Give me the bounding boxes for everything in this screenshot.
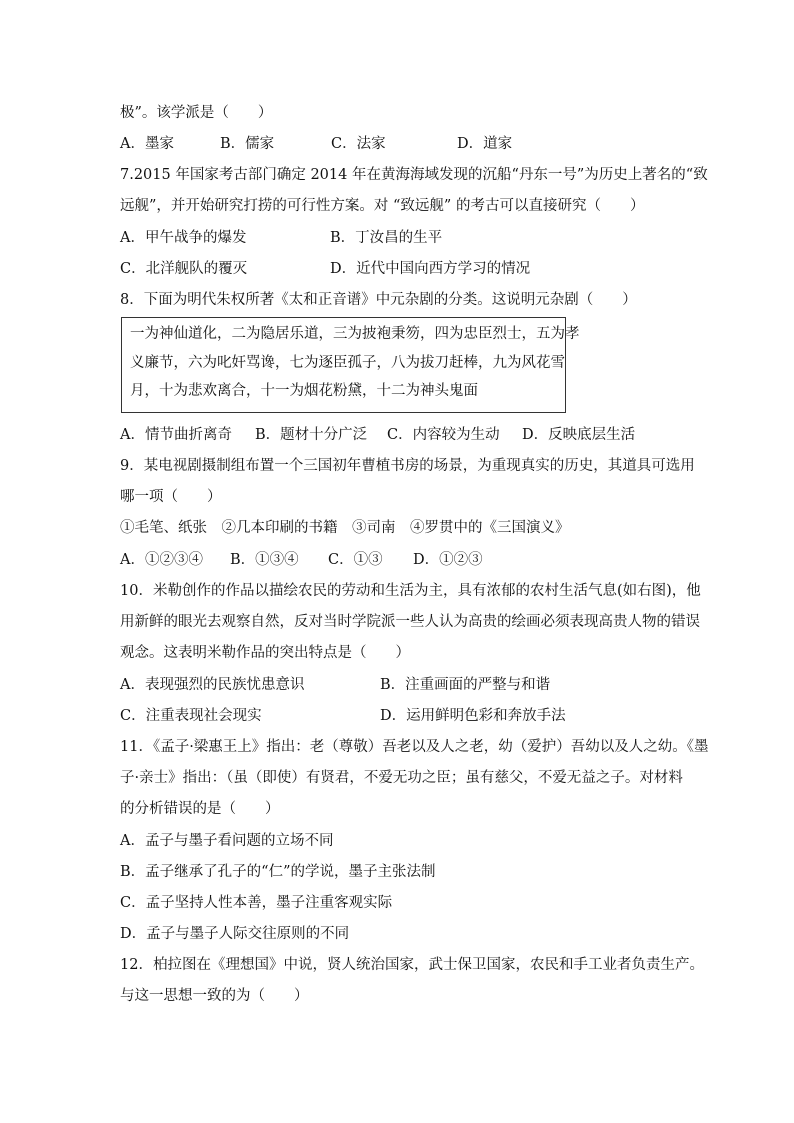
q11-option-d: D．孟子与墨子人际交往原则的不同 <box>120 926 350 942</box>
q8-option-b: B．题材十分广泛 <box>255 427 368 443</box>
q11-option-a: A．孟子与墨子看问题的立场不同 <box>120 833 334 849</box>
q11-option-c: C．孟子坚持人性本善，墨子注重客观实际 <box>120 895 393 911</box>
q6-option-a: A．墨家 <box>120 136 174 152</box>
q10-stem-line-3: 观念。这表明米勒作品的突出特点是（ ） <box>120 645 410 661</box>
q9-stem-line-1: 9．某电视剧摄制组布置一个三国初年曹植书房的场景，为重现真实的历史，其道具可选用 <box>120 458 695 474</box>
q9-option-c: C．①③ <box>328 552 383 568</box>
q9-option-a: A．①②③④ <box>120 552 203 568</box>
q10-option-b: B．注重画面的严整与和谐 <box>380 677 551 693</box>
q11-stem-line-2: 子·亲士》指出：（虽（即使）有贤君，不爱无功之臣；虽有慈父，不爱无益之子。对材料 <box>120 770 683 786</box>
q10-option-d: D．运用鲜明色彩和奔放手法 <box>380 708 566 724</box>
q7-stem-line-1: 7.2015 年国家考古部门确定 2014 年在黄海海域发现的沉船“丹东一号”为历史上著名的“致 <box>120 167 708 183</box>
q10-option-c: C．注重表现社会现实 <box>120 708 262 724</box>
q7-option-b: B．丁汝昌的生平 <box>330 230 443 246</box>
q10-stem-line-1: 10．米勒创作的作品以描绘农民的劳动和生活为主，具有浓郁的农村生活气息(如右图)，他 <box>120 583 701 599</box>
q10-stem-line-2: 用新鲜的眼光去观察自然，反对当时学院派一些人认为高贵的绘画必须表现高贵人物的错误 <box>120 614 700 630</box>
q8-stem: 8．下面为明代朱权所著《太和正音谱》中元杂剧的分类。这说明元杂剧（ ） <box>120 292 637 308</box>
q6-option-d: D．道家 <box>457 136 513 152</box>
q10-option-a: A．表现强烈的民族忧患意识 <box>120 677 305 693</box>
q9-option-b: B．①③④ <box>230 552 299 568</box>
q8-option-d: D．反映底层生活 <box>522 427 636 443</box>
q8-material-line-1: 一为神仙道化，二为隐居乐道，三为披袍秉笏，四为忠臣烈士，五为孝 <box>130 326 580 342</box>
q8-option-c: C．内容较为生动 <box>387 427 500 443</box>
q12-stem-line-1: 12．柏拉图在《理想国》中说，贤人统治国家，武士保卫国家，农民和手工业者负责生产。 <box>120 957 704 973</box>
q9-items: ①毛笔、纸张 ②几本印刷的书籍 ③司南 ④罗贯中的《三国演义》 <box>120 520 570 536</box>
q9-stem-line-2: 哪一项（ ） <box>120 489 222 505</box>
q7-stem-line-2: 远舰”，并开始研究打捞的可行性方案。对 “致远舰” 的考古可以直接研究（ ） <box>120 198 645 214</box>
q7-option-a: A．甲午战争的爆发 <box>120 230 247 246</box>
q8-material-line-3: 月，十为悲欢离合，十一为烟花粉黛，十二为神头鬼面 <box>130 383 478 399</box>
q7-option-d: D．近代中国向西方学习的情况 <box>330 261 531 277</box>
q6-tail: 极”。该学派是（ ） <box>120 105 273 121</box>
q6-option-c: C．法家 <box>331 136 386 152</box>
q11-stem-line-3: 的分析错误的是（ ） <box>120 801 280 817</box>
q9-option-d: D．①②③ <box>413 552 483 568</box>
q8-material-box <box>121 317 580 413</box>
q8-material-line-2: 义廉节，六为叱奸骂谗，七为逐臣孤子，八为拔刀赶棒，九为风花雪 <box>130 355 565 371</box>
q11-option-b: B．孟子继承了孔子的“仁”的学说，墨子主张法制 <box>120 864 436 880</box>
q12-stem-line-2: 与这一思想一致的为（ ） <box>120 988 309 1004</box>
q11-stem-line-1: 11．《孟子·梁惠王上》指出：老（尊敬）吾老以及人之老，幼（爱护）吾幼以及人之幼。《墨 <box>120 739 709 755</box>
q8-option-a: A．情节曲折离奇 <box>120 427 232 443</box>
q7-option-c: C．北洋舰队的覆灭 <box>120 261 248 277</box>
q6-option-b: B．儒家 <box>220 136 275 152</box>
